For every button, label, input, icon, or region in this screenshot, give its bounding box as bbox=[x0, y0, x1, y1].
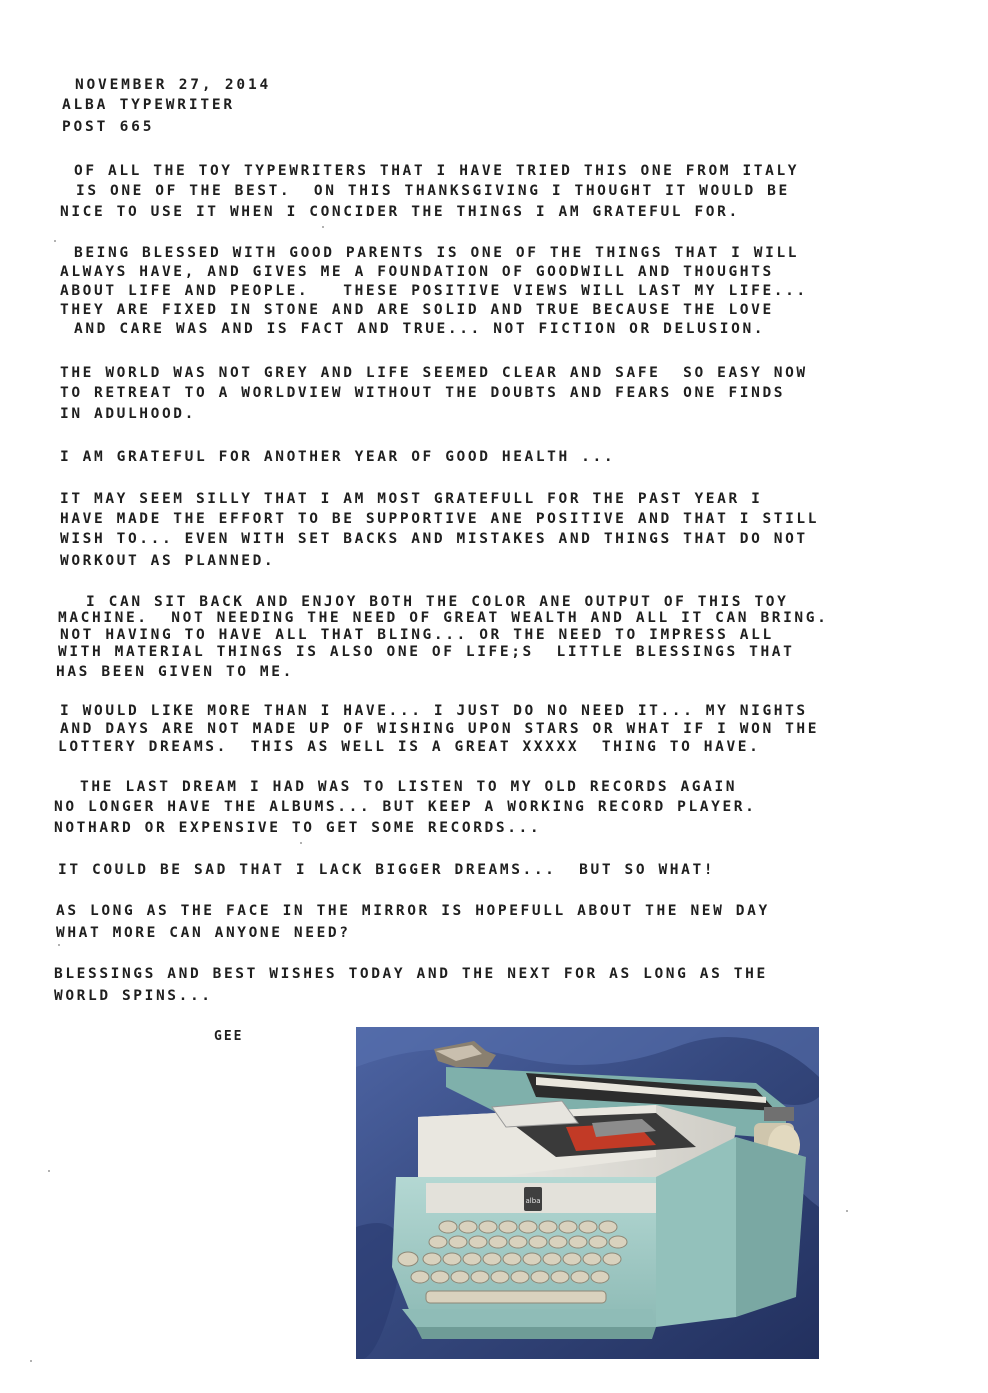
text-line: NO LONGER HAVE THE ALBUMS... BUT KEEP A WORKING RECORD PLAYER. bbox=[54, 799, 757, 815]
text-line: LOTTERY DREAMS. THIS AS WELL IS A GREAT XXXXX THING TO HAVE. bbox=[58, 739, 761, 755]
paper-speck bbox=[58, 944, 60, 946]
text-line: WITH MATERIAL THINGS IS ALSO ONE OF LIFE;S LITTLE BLESSINGS THAT bbox=[58, 644, 795, 660]
signature: GEE bbox=[214, 1029, 244, 1044]
text-line: THE WORLD WAS NOT GREY AND LIFE SEEMED CLEAR AND SAFE SO EASY NOW bbox=[60, 365, 808, 381]
text-line: BLESSINGS AND BEST WISHES TODAY AND THE NEXT FOR AS LONG AS THE bbox=[54, 966, 768, 982]
text-line: IS ONE OF THE BEST. ON THIS THANKSGIVING I THOUGHT IT WOULD BE bbox=[76, 183, 790, 199]
text-line: HAS BEEN GIVEN TO ME. bbox=[56, 664, 294, 680]
paper-speck bbox=[30, 1360, 32, 1362]
typewriter-illustration bbox=[356, 1027, 819, 1359]
typewriter-photo bbox=[356, 1027, 819, 1359]
text-line: WORKOUT AS PLANNED. bbox=[60, 553, 276, 569]
paper-speck bbox=[48, 1170, 50, 1172]
text-line: OF ALL THE TOY TYPEWRITERS THAT I HAVE TRIED THIS ONE FROM ITALY bbox=[74, 163, 800, 179]
text-line: IT COULD BE SAD THAT I LACK BIGGER DREAMS... BUT SO WHAT! bbox=[58, 862, 716, 878]
text-line: AND DAYS ARE NOT MADE UP OF WISHING UPON STARS OR WHAT IF I WON THE bbox=[60, 721, 820, 737]
text-line: THEY ARE FIXED IN STONE AND ARE SOLID AND TRUE BECAUSE THE LOVE bbox=[60, 302, 774, 318]
text-line: MACHINE. NOT NEEDING THE NEED OF GREAT WEALTH AND ALL IT CAN BRING. bbox=[58, 610, 829, 626]
text-line: HAVE MADE THE EFFORT TO BE SUPPORTIVE ANE POSITIVE AND THAT I STILL bbox=[60, 511, 820, 527]
text-line: AND CARE WAS AND IS FACT AND TRUE... NOT FICTION OR DELUSION. bbox=[74, 321, 766, 337]
text-line: IT MAY SEEM SILLY THAT I AM MOST GRATEFULL FOR THE PAST YEAR I bbox=[60, 491, 763, 507]
text-line: NOTHARD OR EXPENSIVE TO GET SOME RECORDS... bbox=[54, 820, 542, 836]
text-line: IN ADULHOOD. bbox=[60, 406, 196, 422]
paper-speck bbox=[300, 842, 302, 844]
text-line: I AM GRATEFUL FOR ANOTHER YEAR OF GOOD HEALTH ... bbox=[60, 449, 616, 465]
text-line: I WOULD LIKE MORE THAN I HAVE... I JUST DO NO NEED IT... MY NIGHTS bbox=[60, 703, 808, 719]
text-line: ABOUT LIFE AND PEOPLE. THESE POSITIVE VIEWS WILL LAST MY LIFE... bbox=[60, 283, 808, 299]
text-line: NOT HAVING TO HAVE ALL THAT BLING... OR THE NEED TO IMPRESS ALL bbox=[60, 627, 774, 643]
text-line: WORLD SPINS... bbox=[54, 988, 213, 1004]
post-line: POST 665 bbox=[62, 119, 155, 135]
text-line: WISH TO... EVEN WITH SET BACKS AND MISTAKES AND THINGS THAT DO NOT bbox=[60, 531, 808, 547]
text-line: NICE TO USE IT WHEN I CONCIDER THE THINGS I AM GRATEFUL FOR. bbox=[60, 204, 740, 220]
text-line: TO RETREAT TO A WORLDVIEW WITHOUT THE DOUBTS AND FEARS ONE FINDS bbox=[60, 385, 786, 401]
text-line: I CAN SIT BACK AND ENJOY BOTH THE COLOR ANE OUTPUT OF THIS TOY bbox=[86, 594, 789, 610]
paper-speck bbox=[54, 240, 56, 242]
alba-badge-label: alba bbox=[525, 1197, 541, 1205]
text-line: WHAT MORE CAN ANYONE NEED? bbox=[56, 925, 351, 941]
paper-speck bbox=[846, 1210, 848, 1212]
text-line: AS LONG AS THE FACE IN THE MIRROR IS HOPEFULL ABOUT THE NEW DAY bbox=[56, 903, 770, 919]
date-line: NOVEMBER 27, 2014 bbox=[75, 77, 272, 93]
text-line: THE LAST DREAM I HAD WAS TO LISTEN TO MY OLD RECORDS AGAIN bbox=[80, 779, 738, 795]
text-line: BEING BLESSED WITH GOOD PARENTS IS ONE OF THE THINGS THAT I WILL bbox=[74, 245, 800, 261]
title-line: ALBA TYPEWRITER bbox=[62, 97, 235, 113]
text-line: ALWAYS HAVE, AND GIVES ME A FOUNDATION OF GOODWILL AND THOUGHTS bbox=[60, 264, 774, 280]
paper-speck bbox=[322, 226, 324, 228]
